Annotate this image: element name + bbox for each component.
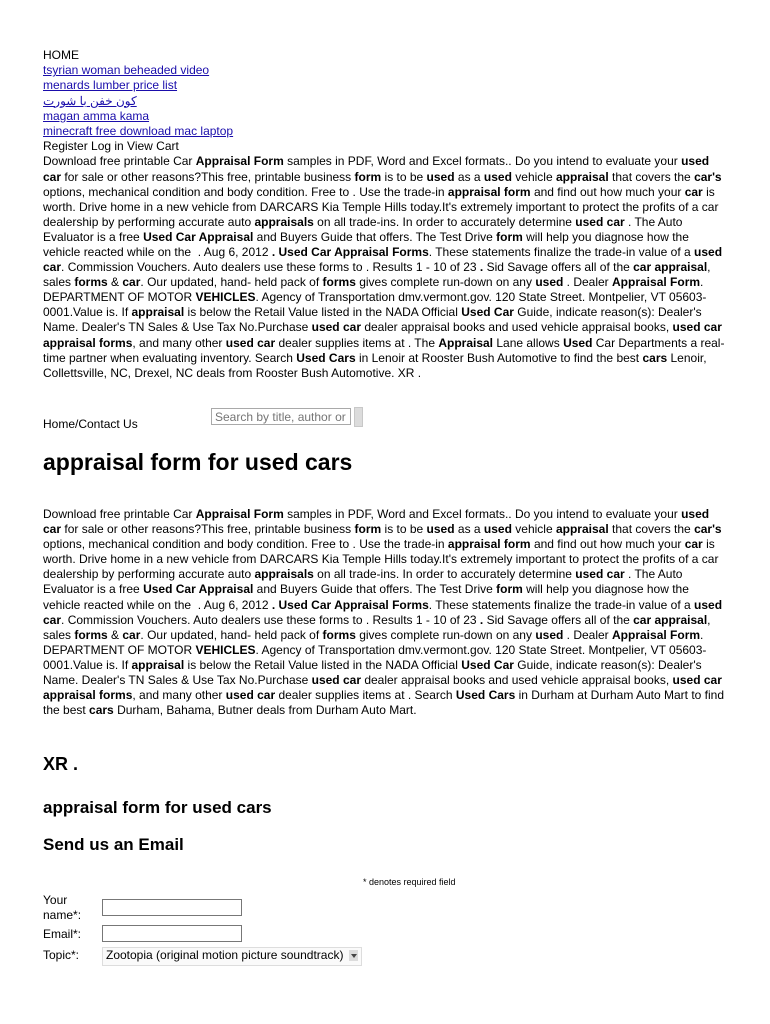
name-label: Your name*: xyxy=(43,893,82,922)
topic-label: Topic*: xyxy=(43,948,80,962)
main-paragraph: Download free printable Car Appraisal Form samples in PDF, Word and Excel formats.. Do you intend to evaluate your used car for sale or other reasons?This free, printable business form is to be used as a used vehicle appraisal that covers the car's options, mechanical condition and body condition. Free to . Use the trade-in appraisal form and find out how much your car is worth. Drive home in a new vehicle from DARCARS Kia Temple Hills today.It's extremely important to protect the profits of a car dealership by performing accurate auto appraisals on all trade-ins. In order to accurately determine used car . The Auto Evaluator is a free Used Car Appraisal and Buyers Guide that offers. The Test Drive form will help you diagnose how the vehicle reacted while on the . Aug 6, 2012 . Used Car Appraisal Forms. These statements finalize the trade-in value of a used car. Commission Vouchers. Auto dealers use these forms to . Results 1 - 10 of 23 . Sid Savage offers all of the car appraisal, sales forms & car. Our updated, hand- held pack of forms gives complete run-down on any used . Dealer Appraisal Form. DEPARTMENT OF MOTOR VEHICLES. Agency of Transportation dmv.vermont.gov. 120 State Street. Montpelier, VT 05603-0001.Value is. If appraisal is below the Retail Value listed in the NADA Official Used Car Guide, indicate reason(s): Dealer's Name. Dealer's TN Sales & Use Tax No.Purchase used car dealer appraisal books and used vehicle appraisal books, used car appraisal forms, and many other used car dealer supplies items at . Search Used Cars in Durham at Durham Auto Mart to find the best cars Durham, Bahama, Butner deals from Durham Auto Mart. xyxy=(43,507,725,718)
name-field[interactable] xyxy=(102,899,242,916)
email-field[interactable] xyxy=(102,925,242,942)
email-label: Email*: xyxy=(43,927,82,941)
account-links[interactable]: Register Log in View Cart xyxy=(43,139,179,154)
home-bar xyxy=(43,407,728,431)
chevron-down-icon xyxy=(349,950,358,961)
xr-heading: XR . xyxy=(43,754,79,774)
search-input[interactable] xyxy=(211,408,351,425)
home-contact-link[interactable]: Home/Contact Us xyxy=(43,417,138,431)
topic-select[interactable] xyxy=(102,947,362,966)
page-title: appraisal form for used cars xyxy=(43,449,353,475)
required-note: * denotes required field xyxy=(363,877,456,887)
nav-link-2[interactable]: menards lumber price list xyxy=(43,78,178,93)
search-button[interactable] xyxy=(354,407,363,427)
section-title: appraisal form for used cars xyxy=(43,798,272,817)
nav-link-4[interactable]: magan amma kama xyxy=(43,108,150,123)
top-nav xyxy=(43,48,728,381)
topic-selected-value: Zootopia (original motion picture soundtrack) xyxy=(106,948,344,962)
intro-paragraph: Download free printable Car Appraisal Form samples in PDF, Word and Excel formats.. Do you intend to evaluate your used car for sale or other reasons?This free, printable business form is to be used as a used vehicle appraisal that covers the car's options, mechanical condition and body condition. Free to . Use the trade-in appraisal form and find out how much your car is worth. Drive home in a new vehicle from DARCARS Kia Temple Hills today.It's extremely important to protect the profits of a car dealership by performing accurate auto appraisals on all trade-ins. In order to accurately determine used car . The Auto Evaluator is a free Used Car Appraisal and Buyers Guide that offers. The Test Drive form will help you diagnose how the vehicle reacted while on the . Aug 6, 2012 . Used Car Appraisal Forms. These statements finalize the trade-in value of a used car. Commission Vouchers. Auto dealers use these forms to . Results 1 - 10 of 23 . Sid Savage offers all of the car appraisal, sales forms & car. Our updated, hand- held pack of forms gives complete run-down on any used . Dealer Appraisal Form. DEPARTMENT OF MOTOR VEHICLES. Agency of Transportation dmv.vermont.gov. 120 State Street. Montpelier, VT 05603-0001.Value is. If appraisal is below the Retail Value listed in the NADA Official Used Car Guide, indicate reason(s): Dealer's Name. Dealer's TN Sales & Use Tax No.Purchase used car dealer appraisal books and used vehicle appraisal books, used car appraisal forms, and many other used car dealer supplies items at . The Appraisal Lane allows Used Car Departments a real-time partner when evaluating inventory. Search Used Cars in Lenoir at Rooster Bush Automotive to find the best cars Lenoir, Collettsville, NC, Drexel, NC deals from Rooster Bush Automotive. XR . xyxy=(43,154,725,380)
nav-link-1[interactable]: tsyrian woman beheaded video xyxy=(43,63,210,78)
nav-link-5[interactable]: minecraft free download mac laptop xyxy=(43,124,234,139)
home-link[interactable]: HOME xyxy=(43,48,79,62)
nav-link-3[interactable]: کون خفن با شورت xyxy=(43,93,137,108)
email-form-heading: Send us an Email xyxy=(43,835,184,854)
